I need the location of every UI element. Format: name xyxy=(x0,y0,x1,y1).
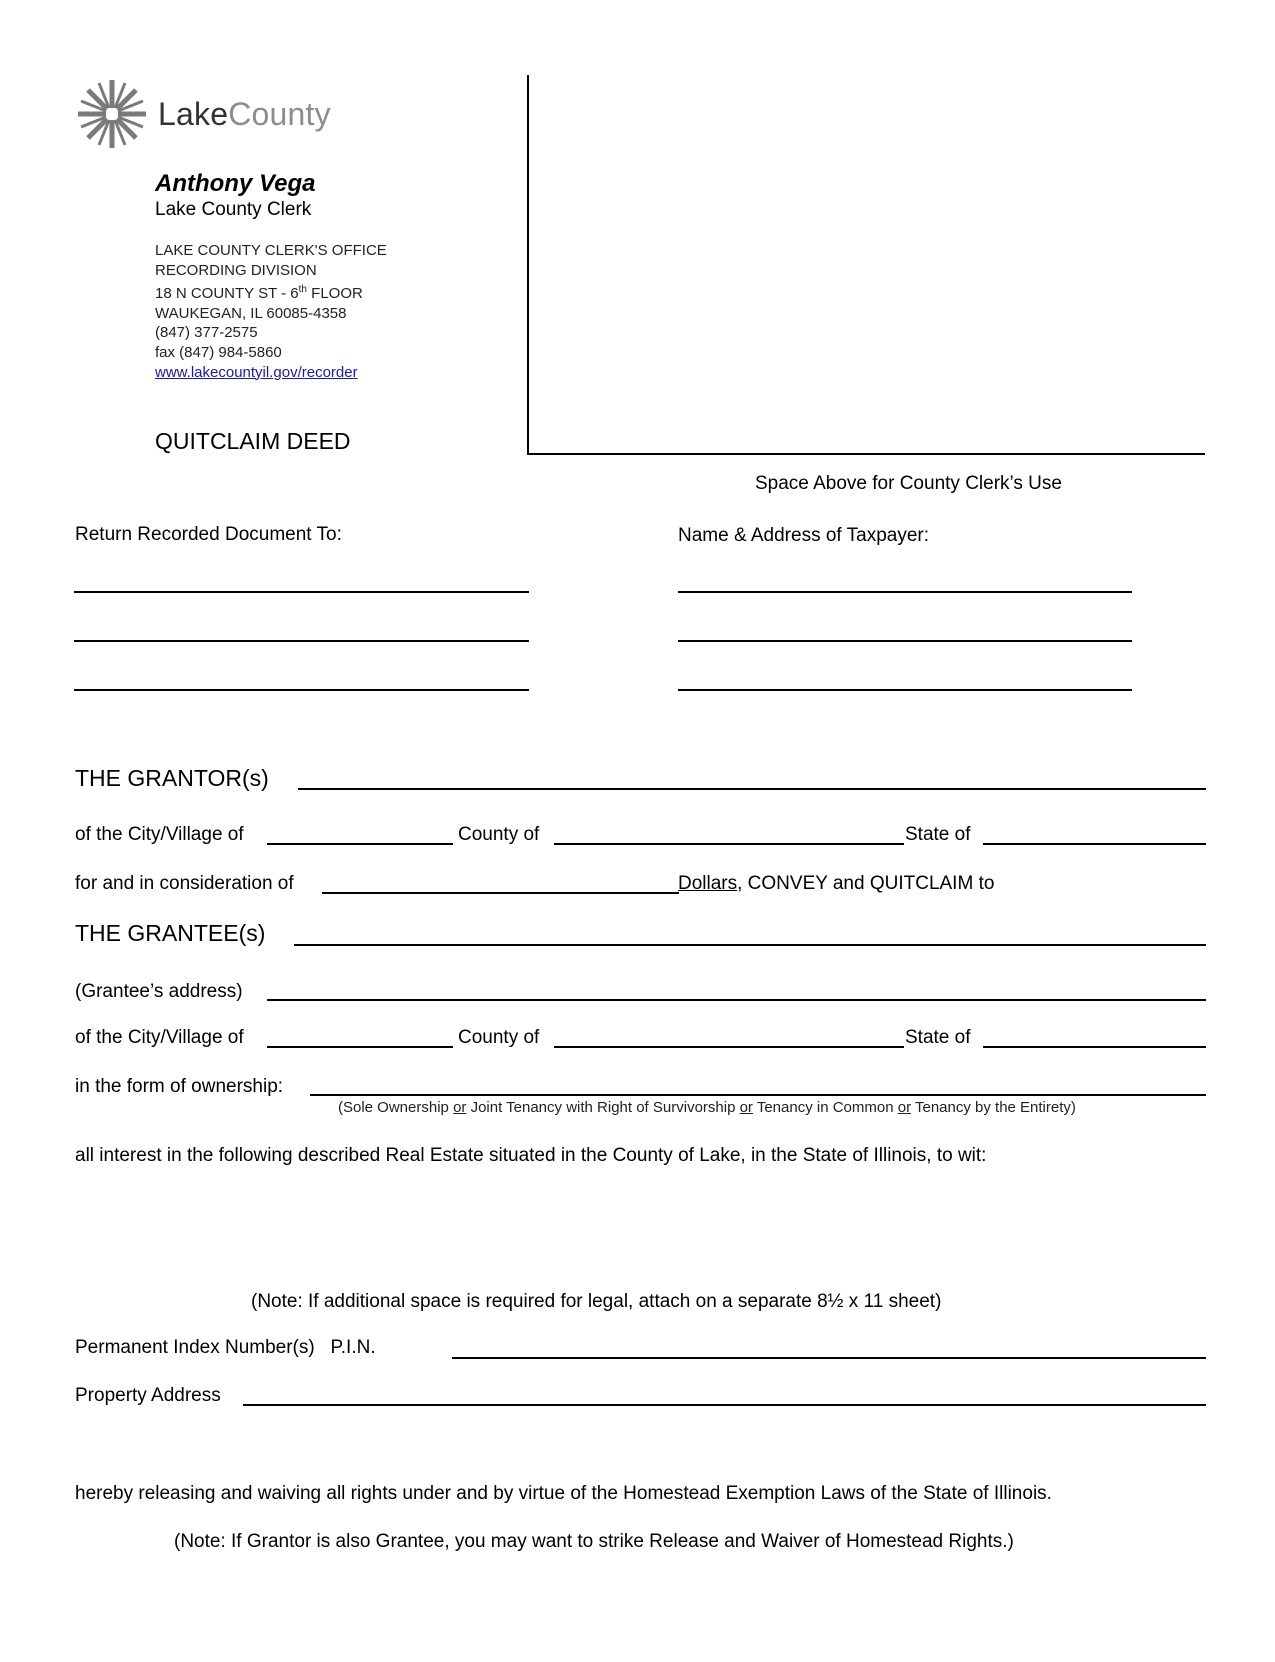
property-address-field[interactable] xyxy=(243,1404,1206,1406)
grantee-county-field[interactable] xyxy=(554,1046,904,1048)
return-label: Return Recorded Document To: xyxy=(75,524,342,545)
grantor-state-field[interactable] xyxy=(983,843,1206,845)
return-line-1[interactable] xyxy=(74,591,529,593)
office-line-2: RECORDING DIVISION xyxy=(155,261,317,279)
office-address-block xyxy=(155,241,387,382)
grantor-label: THE GRANTOR(s) xyxy=(75,765,269,791)
grantee-city-label: of the City/Village of xyxy=(75,1027,244,1048)
return-line-2[interactable] xyxy=(74,640,529,642)
office-line-1: LAKE COUNTY CLERK'S OFFICE xyxy=(155,242,387,259)
logo-lake: Lake xyxy=(158,96,229,132)
grantor-field[interactable] xyxy=(298,788,1206,790)
ownership-label: in the form of ownership: xyxy=(75,1076,284,1097)
grantee-field[interactable] xyxy=(294,944,1206,946)
grantee-address-field[interactable] xyxy=(267,999,1206,1001)
recorder-website-link[interactable]: www.lakecountyil.gov/recorder xyxy=(155,363,358,381)
starburst-logo-icon xyxy=(76,78,148,150)
logo-wordmark xyxy=(158,96,331,133)
taxpayer-line-2[interactable] xyxy=(678,640,1132,642)
legal-description-note: (Note: If additional space is required for legal, attach on a separate 8½ x 11 sheet) xyxy=(251,1291,942,1312)
document-title: QUITCLAIM DEED xyxy=(155,428,351,454)
consideration-amount-field[interactable] xyxy=(322,892,679,894)
dollars-text: Dollars xyxy=(678,873,738,894)
clerk-name: Anthony Vega xyxy=(155,170,316,197)
ownership-options-hint: (Sole Ownership or Joint Tenancy with Right of Survivorship or Tenancy in Common or Tenancy by the Entirety) xyxy=(338,1099,1076,1116)
return-line-3[interactable] xyxy=(74,689,529,691)
grantor-city-field[interactable] xyxy=(267,843,453,845)
office-city: WAUKEGAN, IL 60085-4358 xyxy=(155,304,347,322)
grantor-county-label: County of xyxy=(458,824,540,845)
logo-county: County xyxy=(228,96,331,132)
clerk-space-caption: Space Above for County Clerk’s Use xyxy=(755,473,1062,494)
grantee-county-label: County of xyxy=(458,1027,540,1048)
pin-label: Permanent Index Number(s) P.I.N. xyxy=(75,1337,376,1358)
grantor-state-label: State of xyxy=(905,824,971,845)
grantor-city-label: of the City/Village of xyxy=(75,824,244,845)
pin-field[interactable] xyxy=(452,1357,1206,1359)
taxpayer-line-1[interactable] xyxy=(678,591,1132,593)
office-phone: (847) 377-2575 xyxy=(155,324,258,342)
clerk-space-bottom-border xyxy=(527,453,1205,455)
homestead-waiver-text: hereby releasing and waiving all rights under and by virtue of the Homestead Exemption Laws of the State of Illinois. xyxy=(75,1483,1052,1504)
grantee-label: THE GRANTEE(s) xyxy=(75,920,266,946)
property-address-label: Property Address xyxy=(75,1385,221,1406)
homestead-note: (Note: If Grantor is also Grantee, you may want to strike Release and Waiver of Homestead Rights.) xyxy=(174,1531,1014,1552)
grantee-address-label: (Grantee’s address) xyxy=(75,981,243,1002)
grantee-state-field[interactable] xyxy=(983,1046,1206,1048)
real-estate-statement: all interest in the following described Real Estate situated in the County of Lake, in the State of Illinois, to wit: xyxy=(75,1145,987,1166)
office-fax: fax (847) 984-5860 xyxy=(155,343,282,361)
taxpayer-label: Name & Address of Taxpayer: xyxy=(678,525,929,546)
office-street: 18 N COUNTY ST - 6th FLOOR xyxy=(155,284,363,303)
clerk-space-left-border xyxy=(527,75,529,455)
grantee-state-label: State of xyxy=(905,1027,971,1048)
taxpayer-line-3[interactable] xyxy=(678,689,1132,691)
grantee-city-field[interactable] xyxy=(267,1046,453,1048)
convey-text: Dollars, CONVEY and QUITCLAIM to xyxy=(678,873,995,894)
clerk-title: Lake County Clerk xyxy=(155,199,312,220)
consideration-label: for and in consideration of xyxy=(75,873,294,894)
grantor-county-field[interactable] xyxy=(554,843,904,845)
ownership-field[interactable] xyxy=(310,1094,1206,1096)
